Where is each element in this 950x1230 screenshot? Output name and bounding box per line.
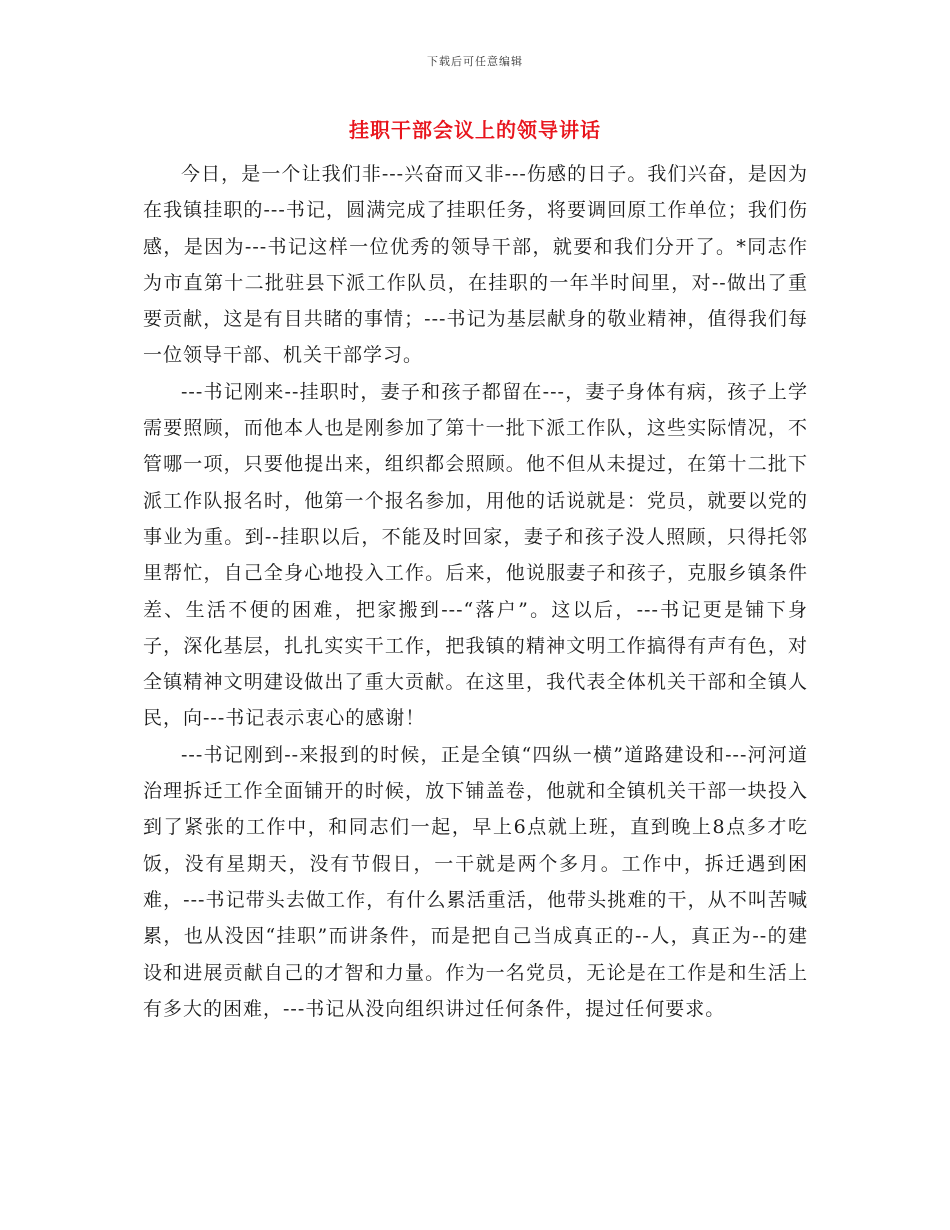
paragraph-2: ---书记刚来--挂职时，妻子和孩子都留在---，妻子身体有病，孩子上学需要照顾，而他本人也是刚参加了第十一批下派工作队，这些实际情况，不管哪一项，只要他提出来，组织都会照顾。他不但从未提过，在第十二批下派工作队报名时，他第一个报名参加，用他的话说就是：党员，就要以党的事业为重。到--挂职以后，不能及时回家，妻子和孩子没人照顾，只得托邻里帮忙，自己全身心地投入工作。后来，他说服妻子和孩子，克服乡镇条件差、生活不便的困难，把家搬到---“落户”。这以后，---书记更是铺下身子，深化基层，扎扎实实干工作，把我镇的精神文明工作搞得有声有色，对全镇精神文明建设做出了重大贡献。在这里，我代表全体机关干部和全镇人民，向---书记表示衷心的感谢！ <box>143 380 808 730</box>
document-title: 挂职干部会议上的领导讲话 <box>349 118 601 142</box>
document-body <box>143 156 808 1027</box>
paragraph-1: 今日，是一个让我们非---兴奋而又非---伤感的日子。我们兴奋，是因为在我镇挂职的---书记，圆满完成了挂职任务，将要调回原工作单位；我们伤感，是因为---书记这样一位优秀的领导干部，就要和我们分开了。*同志作为市直第十二批驻县下派工作队员，在挂职的一年半时间里，对--做出了重要贡献，这是有目共睹的事情；---书记为基层献身的敬业精神，值得我们每一位领导干部、机关干部学习。 <box>143 163 808 367</box>
page-header-note: 下载后可任意编辑 <box>427 55 523 68</box>
paragraph-3: ---书记刚到--来报到的时候，正是全镇“四纵一横”道路建设和---河河道治理拆迁工作全面铺开的时候，放下铺盖卷，他就和全镇机关干部一块投入到了紧张的工作中，和同志们一起，早上6点就上班，直到晚上8点多才吃饭，没有星期天，没有节假日，一干就是两个多月。工作中，拆迁遇到困难，---书记带头去做工作，有什么累活重活，他带头挑难的干，从不叫苦喊累，也从没因“挂职”而讲条件，而是把自己当成真正的--人，真正为--的建设和进展贡献自己的才智和力量。作为一名党员，无论是在工作是和生活上有多大的困难，---书记从没向组织讲过任何条件，提过任何要求。 <box>143 743 808 1020</box>
